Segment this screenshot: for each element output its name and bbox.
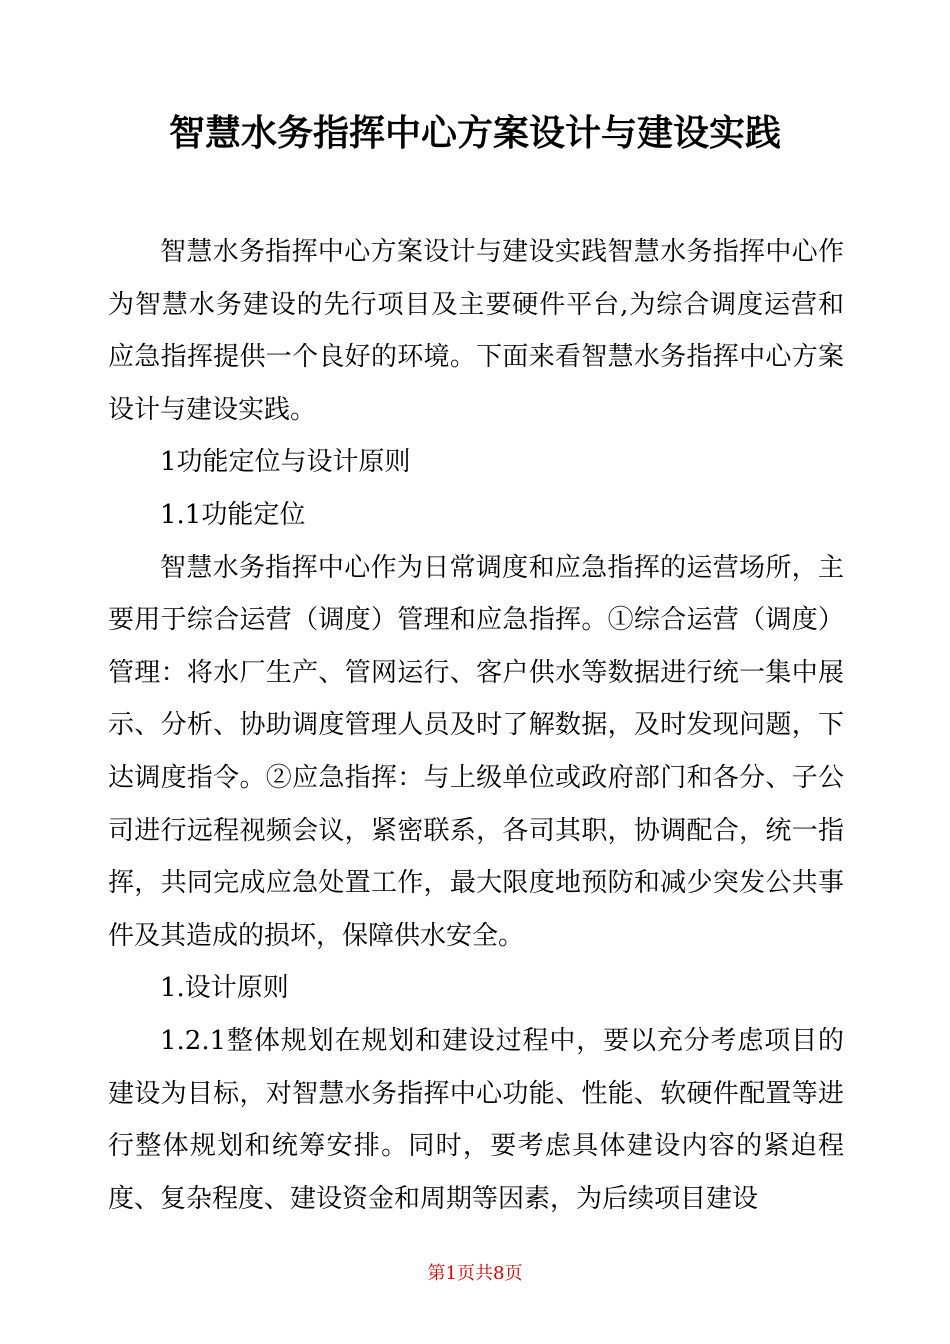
heading-section-1-1: 1.1功能定位 [160, 499, 306, 530]
heading-design-principles: 1.设计原则 [160, 973, 289, 1004]
paragraph-overall-planning: 1.2.1整体规划在规划和建设过程中，要以充分考虑项目的建设为目标，对智慧水务指挥中心功能、性能、软硬件配置等进行整体规划和统筹安排。同时，要考虑具体建设内容的紧迫程度、复杂程度、建设资金和周期等因素，为后续项目建设 [108, 1025, 844, 1214]
document-title: 智慧水务指挥中心方案设计与建设实践 [168, 113, 781, 154]
paragraph-intro: 智慧水务指挥中心方案设计与建设实践智慧水务指挥中心作为智慧水务建设的先行项目及主要硬件平台,为综合调度运营和应急指挥提供一个良好的环境。下面来看智慧水务指挥中心方案设计与建设实践。 [108, 237, 844, 425]
page-number-footer: 第1页共8页 [427, 1263, 523, 1284]
document-body [108, 226, 844, 1225]
paragraph-function-positioning: 智慧水务指挥中心作为日常调度和应急指挥的运营场所，主要用于综合运营（调度）管理和应急指挥。①综合运营（调度）管理：将水厂生产、管网运行、客户供水等数据进行统一集中展示、分析、协助调度管理人员及时了解数据，及时发现问题，下达调度指令。②应急指挥：与上级单位或政府部门和各分、子公司进行远程视频会议，紧密联系，各司其职，协调配合，统一指挥，共同完成应急处置工作，最大限度地预防和减少突发公共事件及其造成的损坏，保障供水安全。 [108, 552, 844, 951]
heading-section-1: 1功能定位与设计原则 [160, 447, 411, 478]
